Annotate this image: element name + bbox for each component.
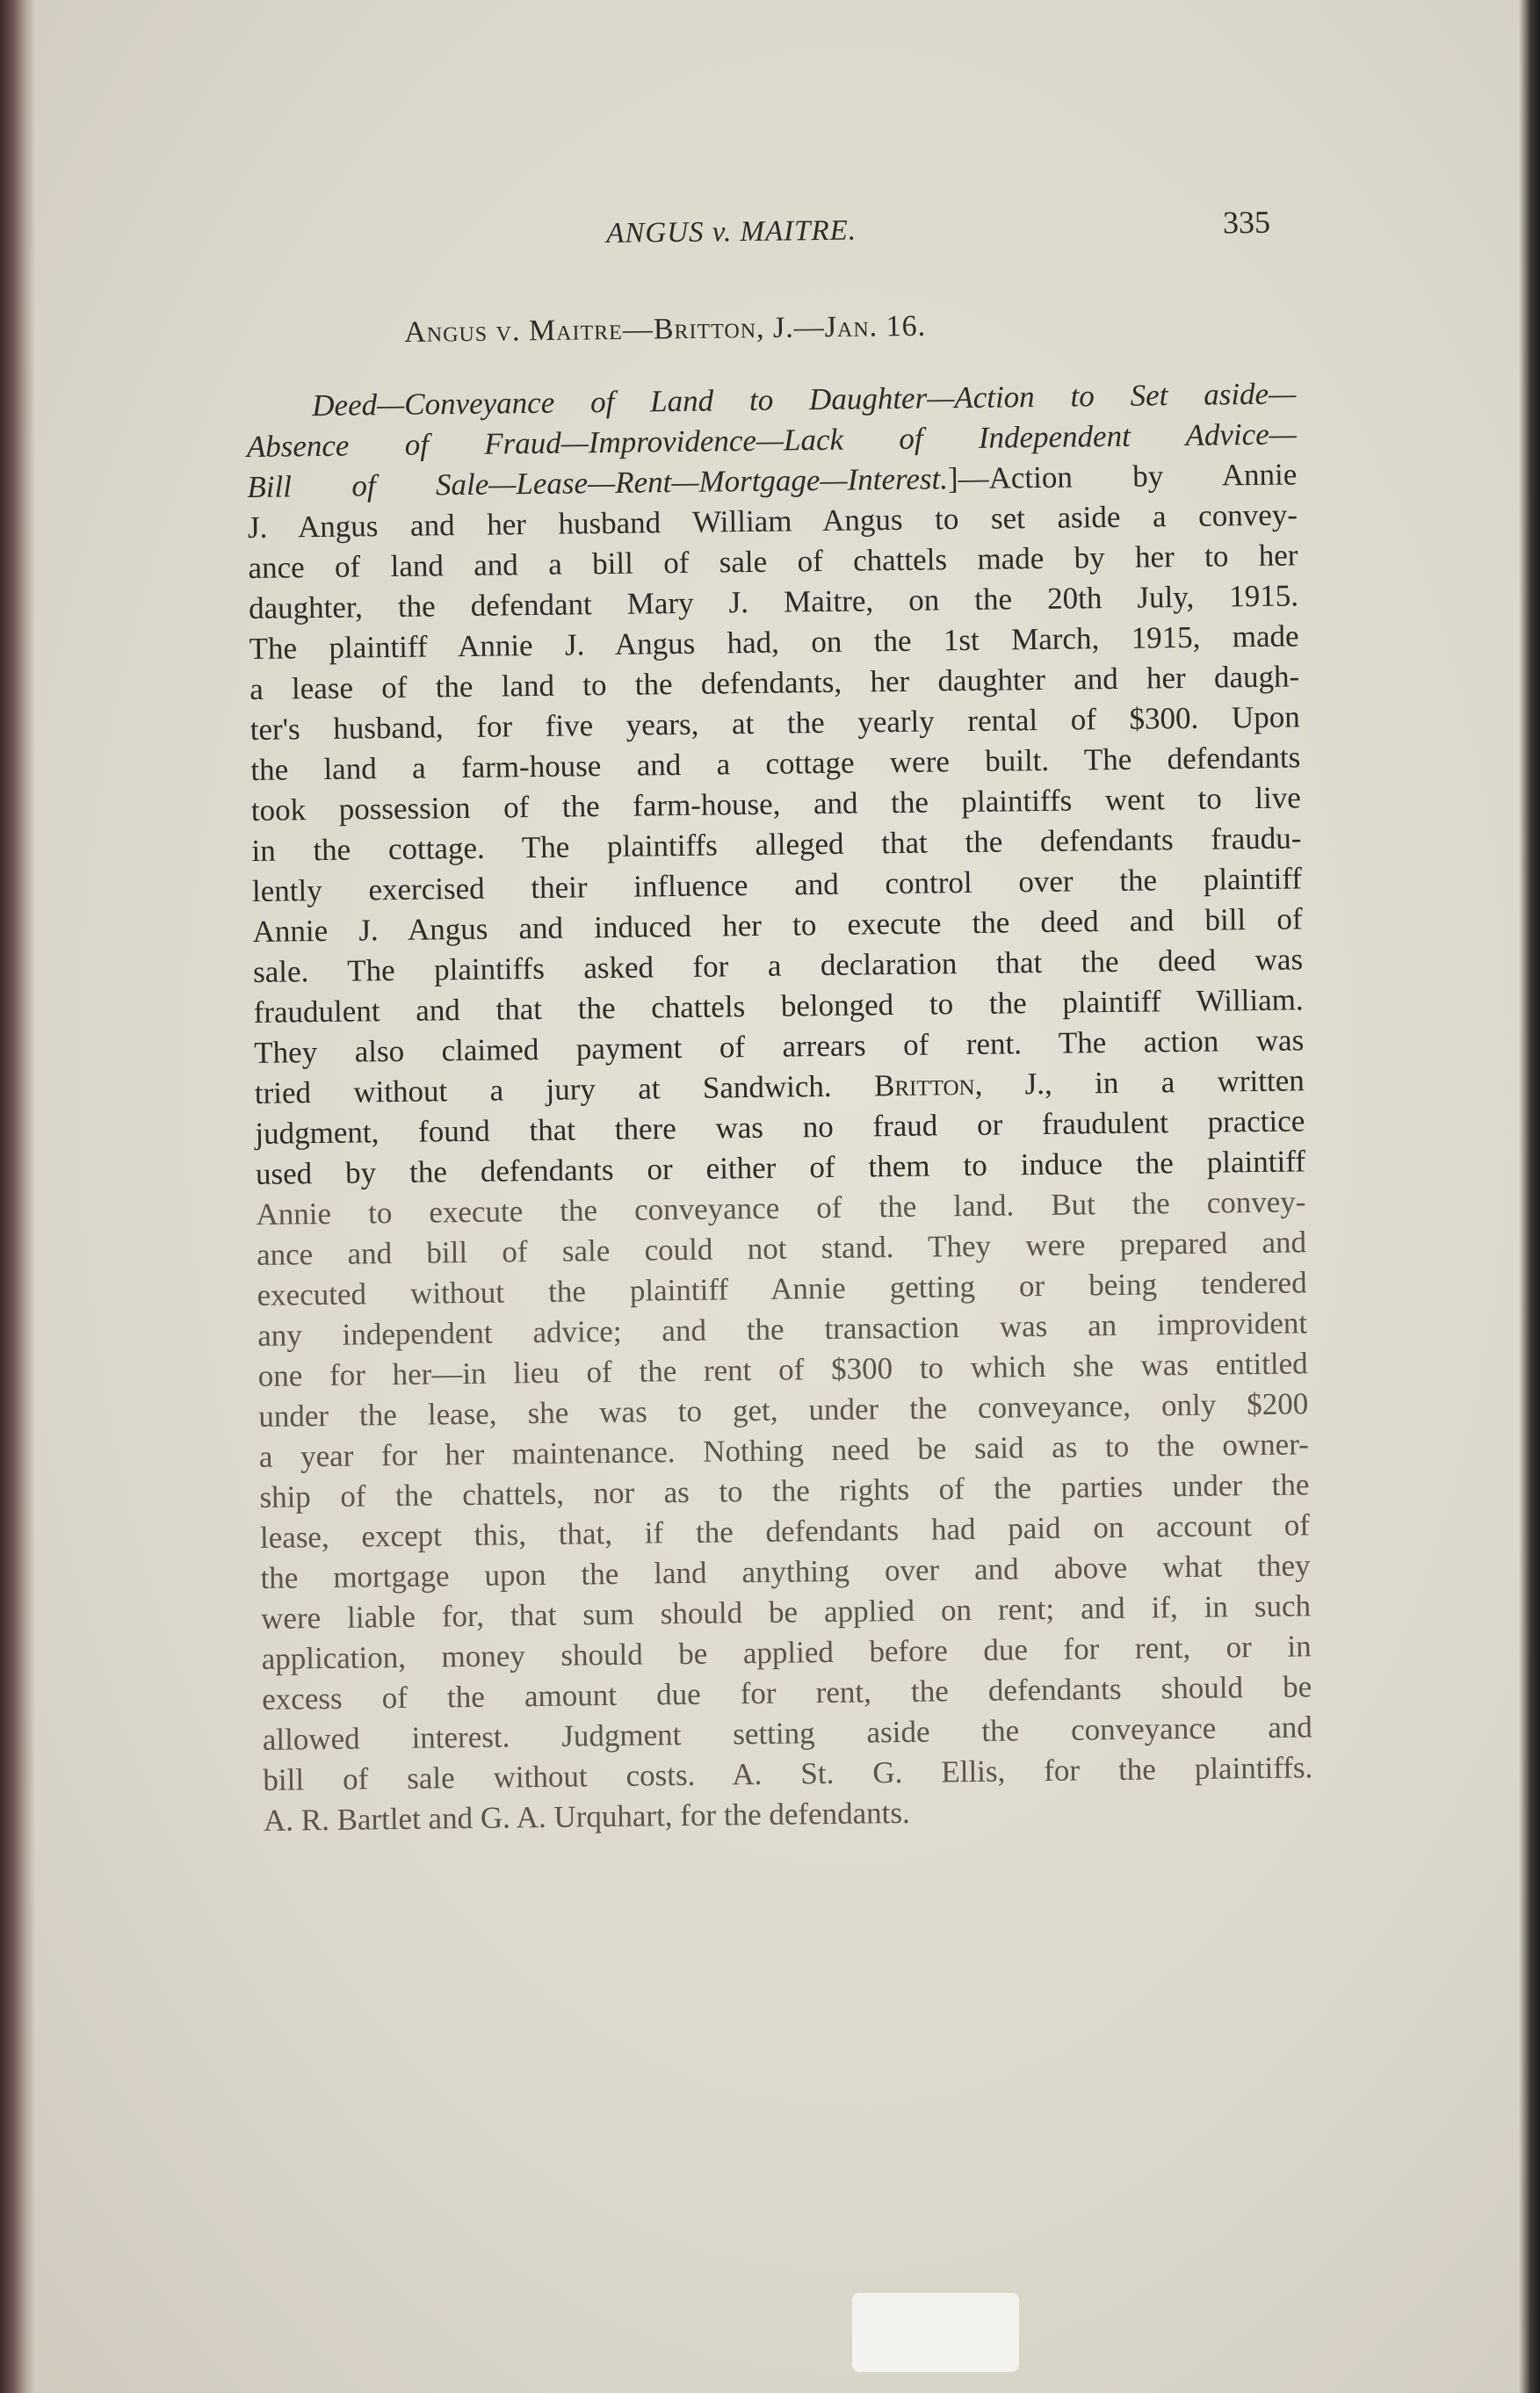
text-fragment: tried without a jury at Sandwich. (254, 1068, 875, 1110)
text-line: ship of the chattels, nor as to the rights of the parties under the (259, 1467, 1310, 1515)
text-line: They also claimed payment of arrears of rent. The action was (254, 1023, 1305, 1070)
text-line: sale. The plaintiffs asked for a declaration that the deed was (252, 942, 1304, 989)
text-line: daughter, the defendant Mary J. Maitre, on the 20th July, 1915. (248, 578, 1299, 625)
text-line: Deed—Conveyance of Land to Daughter—Action to Set aside— (312, 376, 1297, 423)
case-heading: Angus v. Maitre—Britton, J.—Jan. 16. (404, 309, 927, 349)
text-line: ter's husband, for five years, at the yearly rental of $300. Upon (249, 699, 1300, 747)
text-line: executed without the plaintiff Annie getting or being tendered (257, 1265, 1307, 1312)
text-line: were liable for, that sum should be applied on rent; and if, in such (260, 1588, 1312, 1636)
text-line: lease, except this, that, if the defendants had paid on account of (259, 1507, 1311, 1555)
text-line: The plaintiff Annie J. Angus had, on the 1st March, 1915, made (249, 618, 1299, 666)
catchwords-end: Bill of Sale—Lease—Rent—Mortgage—Interest. (247, 461, 949, 504)
text-line: allowed interest. Judgment setting aside the conveyance and (262, 1710, 1312, 1757)
running-head: ANGUS v. MAITRE. (606, 214, 857, 249)
text-line: lently exercised their influence and control over the plaintiff (251, 861, 1303, 908)
text-line: ance and bill of sale could not stand. They were prepared and (256, 1225, 1307, 1272)
text-line: a year for her maintenance. Nothing need be said as to the owner- (258, 1427, 1310, 1474)
book-spine (0, 0, 35, 2393)
text-line: any independent advice; and the transaction was an improvident (257, 1305, 1308, 1353)
text-line: Annie to execute the conveyance of the land. But the convey- (256, 1184, 1306, 1232)
text-line: excess of the amount due for rent, the defendants should be (262, 1669, 1312, 1717)
text-line: under the lease, she was to get, under the conveyance, only $200 (258, 1386, 1309, 1434)
text-line: application, money should be applied before due for rent, or in (261, 1629, 1312, 1676)
text-line: used by the defendants or either of them to induce the plaintiff (255, 1144, 1306, 1191)
text-line: one for her—in lieu of the rent of $300 to which she was entitled (257, 1346, 1308, 1393)
text-line: the land a farm-house and a cottage were built. The defendants (250, 740, 1301, 787)
judge-name: Britton (873, 1066, 975, 1103)
text-line: a lease of the land to the defendants, her daughter and her daugh- (249, 659, 1300, 706)
paper-blemish (852, 2293, 1019, 2372)
text-line: Annie J. Angus and induced her to execute the deed and bill of (252, 901, 1303, 949)
text-line: J. Angus and her husband William Angus to set aside a convey- (247, 497, 1298, 545)
text-fragment: , J., in a written (974, 1063, 1305, 1102)
page-edge-shadow (1519, 0, 1540, 2393)
text-fragment: ]—Action by Annie (947, 457, 1298, 496)
text-line: Absence of Fraud—Improvidence—Lack of Independent Advice— (246, 416, 1297, 464)
text-line: judgment, found that there was no fraud or fraudulent practice (255, 1103, 1305, 1151)
case-summary (246, 373, 1313, 1840)
text-line: ance of land and a bill of sale of chattels made by her to her (248, 538, 1298, 585)
text-line: bill of sale without costs. A. St. G. Ellis, for the plaintiffs. (263, 1750, 1313, 1797)
text-line: A. R. Bartlet and G. A. Urquhart, for the defendants. (263, 1795, 910, 1838)
text-line: took possession of the farm-house, and the plaintiffs went to live (250, 780, 1302, 828)
page-number: 335 (1222, 204, 1271, 241)
text-line: fraudulent and that the chattels belonged to the plaintiff William. (253, 982, 1304, 1030)
text-line: the mortgage upon the land anything over and above what they (260, 1548, 1311, 1595)
text-line: in the cottage. The plaintiffs alleged that the defendants fraudu- (251, 821, 1302, 868)
